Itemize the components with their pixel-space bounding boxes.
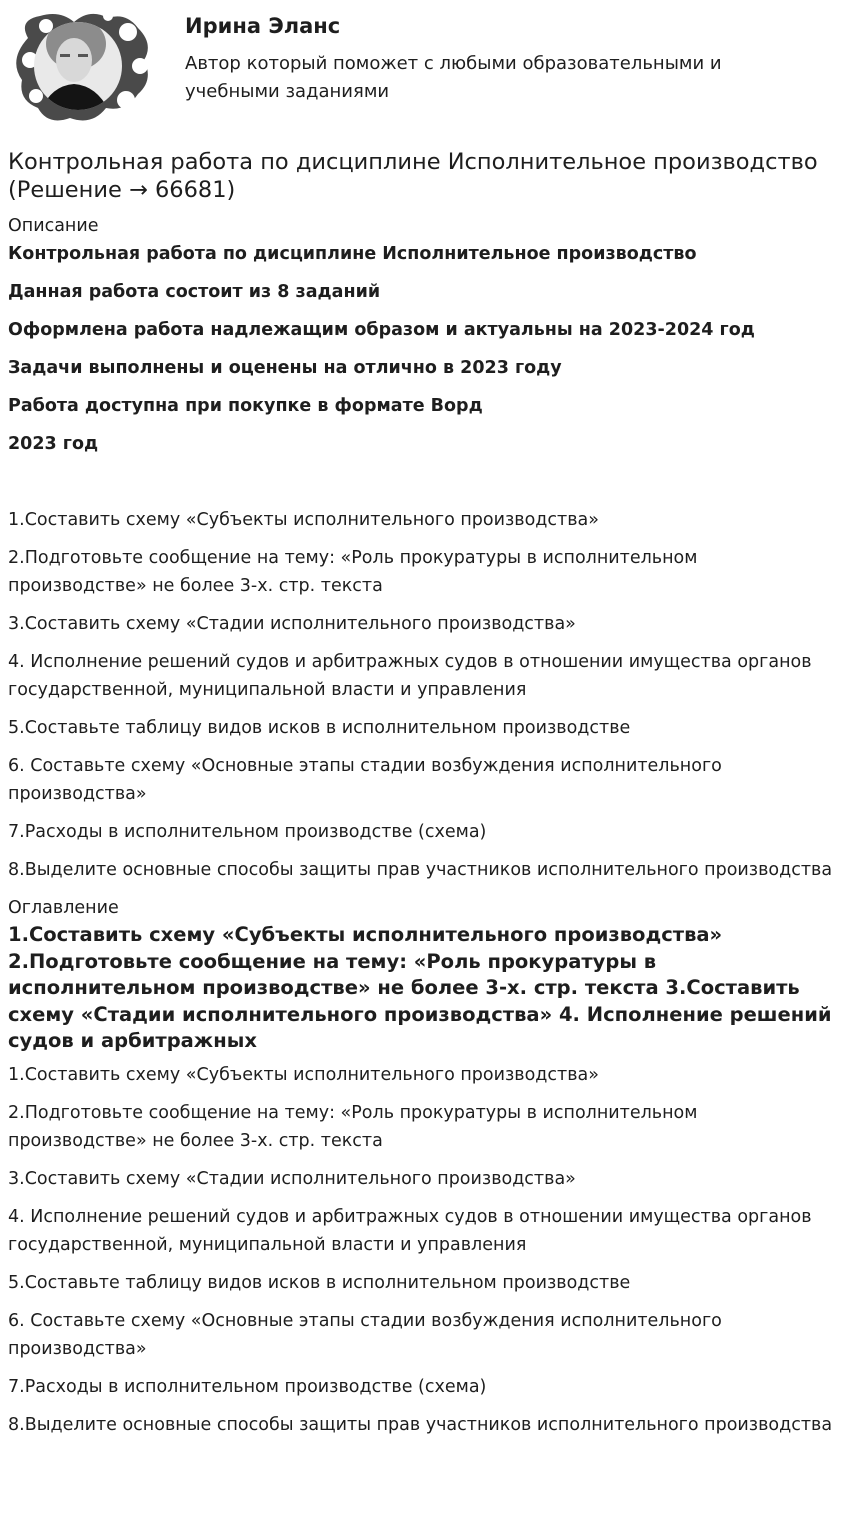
description-label: Описание xyxy=(8,216,99,236)
description-line: Оформлена работа надлежащим образом и актуальны на 2023-2024 год xyxy=(8,320,755,340)
description-line: Контрольная работа по дисциплине Исполнительное производство xyxy=(8,244,697,264)
toc-excerpt: 1.Составить схему «Субъекты исполнительного производства» 2.Подготовьте сообщение на тему: «Роль прокуратуры в исполнительном производстве» не более 3-х. стр. текста 3.Составить схему «Стадии исполнительного производства» 4. Исполнение решений судов и арбитражных xyxy=(8,923,832,1052)
author-card xyxy=(0,0,847,140)
task-item: 7.Расходы в исполнительном производстве (схема) xyxy=(8,822,487,842)
task-item: 1.Составить схему «Субъекты исполнительного производства» xyxy=(8,510,599,530)
task-item: 3.Составить схему «Стадии исполнительного производства» xyxy=(8,614,576,634)
spacer xyxy=(8,468,840,506)
task-item: 2.Подготовьте сообщение на тему: «Роль прокуратуры в исполнительном производстве» не более 3-х. стр. текста xyxy=(8,548,698,596)
task-item: 6. Составьте схему «Основные этапы стадии возбуждения исполнительного производства» xyxy=(8,756,722,804)
description-line: Работа доступна при покупке в формате Ворд xyxy=(8,396,483,416)
task-list xyxy=(8,506,840,884)
toc-task-item: 5.Составьте таблицу видов исков в исполнительном производстве xyxy=(8,1272,631,1293)
toc-task-item: 3.Составить схему «Стадии исполнительного производства» xyxy=(8,1168,576,1189)
task-item: 8.Выделите основные способы защиты прав участников исполнительного производства xyxy=(8,860,833,880)
author-avatar xyxy=(8,8,150,126)
page-title: Контрольная работа по дисциплине Исполнительное производство (Решение → 66681) xyxy=(8,149,818,203)
document-content xyxy=(8,148,840,1439)
description-line: 2023 год xyxy=(8,434,99,454)
toc-task-item: 2.Подготовьте сообщение на тему: «Роль прокуратуры в исполнительном производстве» не более 3-х. стр. текста xyxy=(8,1102,698,1151)
toc-task-list xyxy=(8,1061,840,1439)
description-line: Данная работа состоит из 8 заданий xyxy=(8,282,381,302)
author-description: Автор который поможет с любыми образовательными и учебными заданиями xyxy=(185,53,722,102)
author-name: Ирина Эланс xyxy=(185,14,341,38)
toc-task-item: 1.Составить схему «Субъекты исполнительного производства» xyxy=(8,1064,599,1085)
task-item: 4. Исполнение решений судов и арбитражных судов в отношении имущества органов государственной, муниципальной власти и управления xyxy=(8,652,812,700)
toc-task-item: 6. Составьте схему «Основные этапы стадии возбуждения исполнительного производства» xyxy=(8,1310,722,1359)
description-line: Задачи выполнены и оценены на отлично в 2023 году xyxy=(8,358,562,378)
toc-label: Оглавление xyxy=(8,898,119,918)
toc-task-item: 4. Исполнение решений судов и арбитражных судов в отношении имущества органов государственной, муниципальной власти и управления xyxy=(8,1206,812,1255)
description-block xyxy=(8,240,840,458)
toc-task-item: 8.Выделите основные способы защиты прав участников исполнительного производства xyxy=(8,1414,833,1435)
task-item: 5.Составьте таблицу видов исков в исполнительном производстве xyxy=(8,718,631,738)
toc-task-item: 7.Расходы в исполнительном производстве (схема) xyxy=(8,1376,487,1397)
